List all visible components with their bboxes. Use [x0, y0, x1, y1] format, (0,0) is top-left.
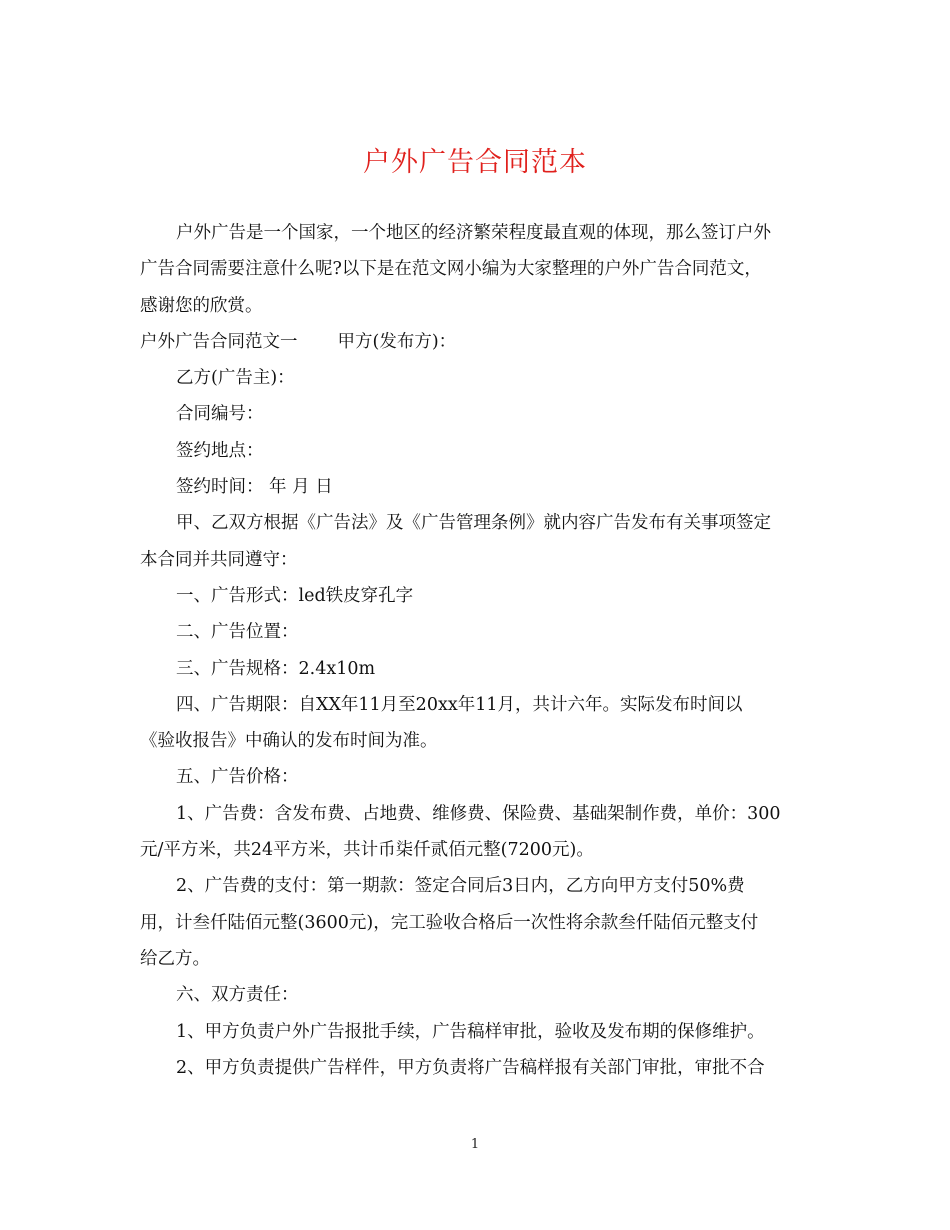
paragraph-line: 甲、乙双方根据《广告法》及《广告管理条例》就内容广告发布有关事项签定 [176, 513, 771, 534]
clause-line: 一、广告形式：led铁皮穿孔字 [176, 585, 414, 606]
document-body [140, 215, 812, 1086]
paragraph-line: 本合同并共同遵守： [140, 549, 298, 570]
paragraph-line: 广告合同需要注意什么呢?以下是在范文网小编为大家整理的户外广告合同范文， [140, 259, 762, 280]
paragraph-line: 户外广告是一个国家，一个地区的经济繁荣程度最直观的体现，那么签订户外 [176, 223, 771, 243]
clause-line: 1、甲方负责户外广告报批手续，广告稿样审批，验收及发布期的保修维护。 [176, 1021, 765, 1042]
clause-line: 三、广告规格：2.4x10m [176, 658, 376, 679]
signing-date-label: 签约时间： 年 月 日 [176, 477, 333, 498]
party-a-label: 甲方(发布方)： [337, 331, 457, 352]
clause-line: 2、广告费的支付：第一期款：签定合同后3日内，乙方向甲方支付50%费 [176, 876, 745, 897]
clause-line: 元/平方米，共24平方米，共计币柒仟贰佰元整(7200元)。 [140, 840, 594, 861]
paragraph-line: 感谢您的欣赏。 [140, 295, 263, 316]
signing-place-label: 签约地点： [176, 440, 264, 461]
clause-line: 四、广告期限：自XX年11月至20xx年11月，共计六年。实际发布时间以 [176, 694, 743, 715]
section-heading: 户外广告合同范文一 [140, 331, 298, 352]
heading-line [140, 324, 812, 360]
clause-line: 五、广告价格： [176, 767, 299, 788]
contract-number-label: 合同编号： [176, 404, 264, 425]
clause-line: 给乙方。 [140, 948, 210, 969]
document-title: 户外广告合同范本 [363, 147, 587, 178]
party-b-label: 乙方(广告主)： [176, 368, 295, 389]
clause-line: 六、双方责任： [176, 985, 299, 1006]
clause-line: 《验收报告》中确认的发布时间为准。 [140, 731, 438, 752]
clause-line: 2、甲方负责提供广告样件，甲方负责将广告稿样报有关部门审批，审批不合 [176, 1057, 765, 1078]
clause-line: 1、广告费：含发布费、占地费、维修费、保险费、基础架制作费，单价：300 [176, 803, 781, 824]
page-number: 1 [470, 1137, 480, 1152]
clause-line: 二、广告位置： [176, 622, 299, 643]
clause-line: 用，计叁仟陆佰元整(3600元)，完工验收合格后一次性将余款叁仟陆佰元整支付 [140, 912, 759, 933]
